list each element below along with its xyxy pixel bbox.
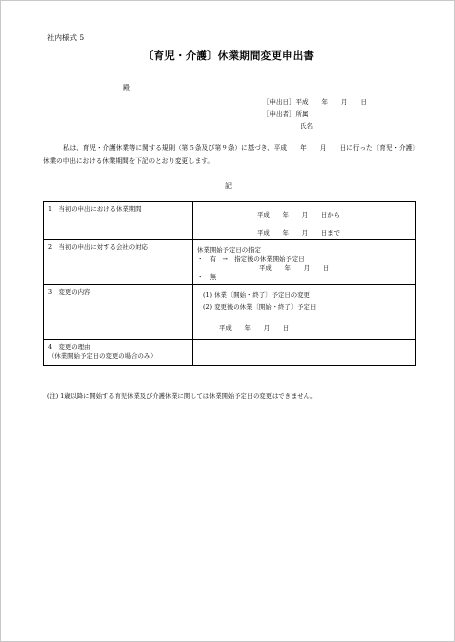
row-content (193, 202, 416, 240)
designation-label: 休業開始予定日の指定 (197, 246, 261, 254)
applicant-department: ［申出者］所属 (263, 110, 309, 118)
document-title: 〔育児・介護〕休業期間変更申出書 (142, 50, 315, 62)
reason-content (193, 340, 416, 366)
row-content (193, 285, 416, 340)
period-start: 平成 年 月 日から (257, 211, 341, 219)
footnote: (注) 1歳以降に開始する育児休業及び介護休業に関しては休業開始予定日の変更はできません。 (47, 393, 317, 400)
applicant-name: 氏名 (300, 122, 313, 130)
row-label: 2 当初の申出に対する会社の対応 (44, 240, 193, 285)
designation-yes: ・ 有 → 指定後の休業開始予定日 (197, 255, 305, 263)
ki-heading: 記 (225, 182, 232, 190)
addressee-suffix: 殿 (123, 84, 130, 92)
new-date: 平成 年 月 日 (219, 324, 290, 332)
row-label (44, 340, 193, 366)
form-table (43, 201, 416, 366)
row-label: 1 当初の申出における休業期間 (44, 202, 193, 240)
table-row (44, 285, 416, 340)
row-content (193, 240, 416, 285)
designation-no: ・ 無 (197, 273, 217, 281)
body-paragraph: 私は、育児・介護休業等に関する規則（第５条及び第９条）に基づき、平成 年 月 日に行った〔育児・介護〕休業の申出における休業期間を下記のとおり変更します。 (43, 144, 416, 165)
reason-sublabel: （休業開始予定日の変更の場合のみ） (48, 352, 157, 360)
table-row (44, 202, 416, 240)
table-row (44, 340, 416, 366)
change-option-1: (1) 休業〔開始・終了〕予定日の変更 (203, 291, 310, 299)
form-number: 社内様式 5 (47, 33, 85, 42)
row-label: 3 変更の内容 (44, 285, 193, 340)
application-date: ［申出日］平成 年 月 日 (263, 98, 367, 106)
period-end: 平成 年 月 日まで (257, 229, 341, 237)
reason-label: 4 変更の理由 (48, 343, 91, 351)
designated-date: 平成 年 月 日 (259, 264, 330, 272)
table-row (44, 240, 416, 285)
change-option-2: (2) 変更後の休業〔開始・終了〕予定日 (203, 303, 317, 311)
